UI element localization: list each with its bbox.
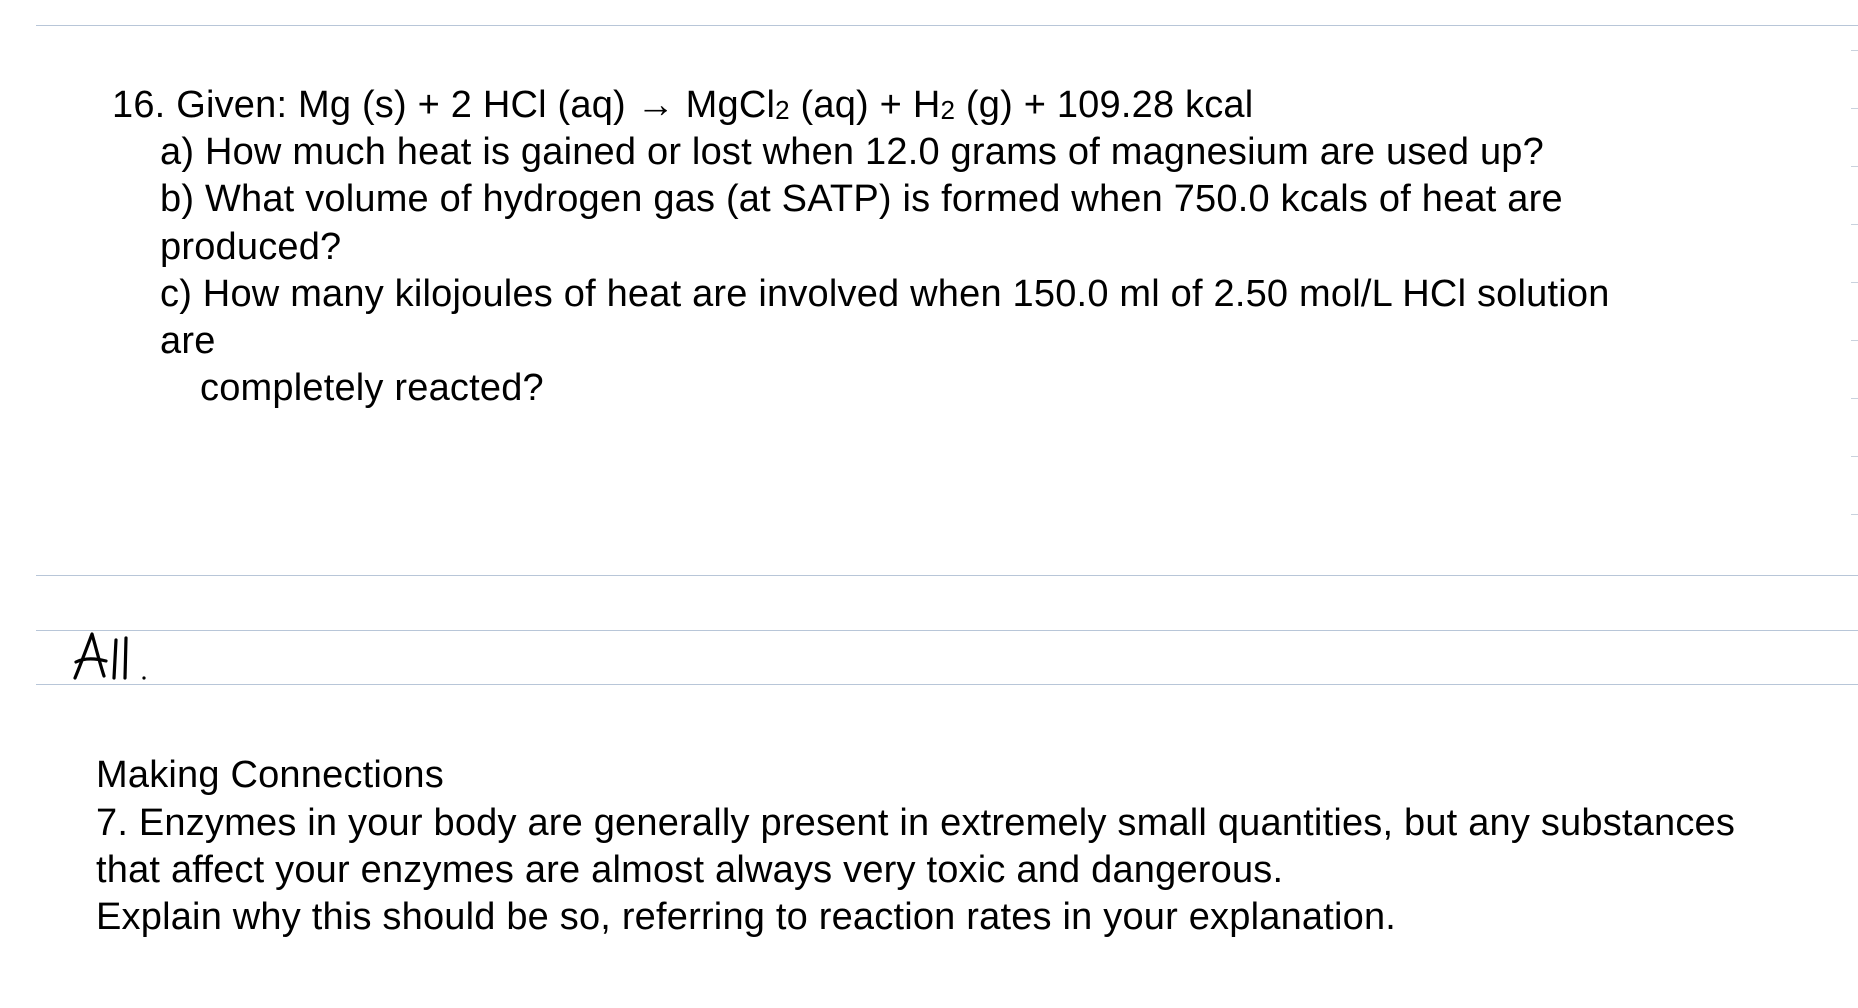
question-7-line1: 7. Enzymes in your body are generally present in extremely small quantities, but any substances [96,802,1736,844]
edge-tick [1851,282,1858,283]
section-heading: Making Connections [96,754,444,796]
subscript: 2 [940,95,956,125]
handwritten-note [70,628,160,688]
ruling-line [36,575,1858,576]
question-16-part-c-line3: completely reacted? [200,367,544,409]
edge-tick [1851,514,1858,515]
equation-products-end: (g) + 109.28 kcal [955,84,1254,126]
ruling-line [36,630,1858,631]
edge-tick [1851,108,1858,109]
edge-tick [1851,224,1858,225]
question-16-equation [112,82,1253,132]
subscript: 2 [775,95,790,125]
given-label: Given: [176,84,288,126]
question-16-part-c-line1: c) How many kilojoules of heat are involved when 150.0 ml of 2.50 mol/L HCl solution [160,273,1610,315]
equation-middle: (aq) + H [789,84,941,126]
question-16-part-c-line2: are [160,320,216,362]
equation-reactants: Mg (s) + 2 HCl (aq) → MgCl [298,84,776,126]
question-16-part-b-line2: produced? [160,226,342,268]
ruling-line-top [36,25,1858,26]
question-16-part-a: a) How much heat is gained or lost when 12.0 grams of magnesium are used up? [160,131,1544,173]
ruling-line [36,684,1858,685]
edge-tick [1851,340,1858,341]
right-edge-ticks [1850,40,1858,560]
question-7-line2: that affect your enzymes are almost always very toxic and dangerous. [96,849,1284,891]
question-7-line3: Explain why this should be so, referring to reaction rates in your explanation. [96,896,1397,938]
question-16-part-b-line1: b) What volume of hydrogen gas (at SATP) is formed when 750.0 kcals of heat are [160,178,1563,220]
edge-tick [1851,166,1858,167]
edge-tick [1851,50,1858,51]
edge-tick [1851,456,1858,457]
edge-tick [1851,398,1858,399]
question-number: 16. [112,84,166,126]
